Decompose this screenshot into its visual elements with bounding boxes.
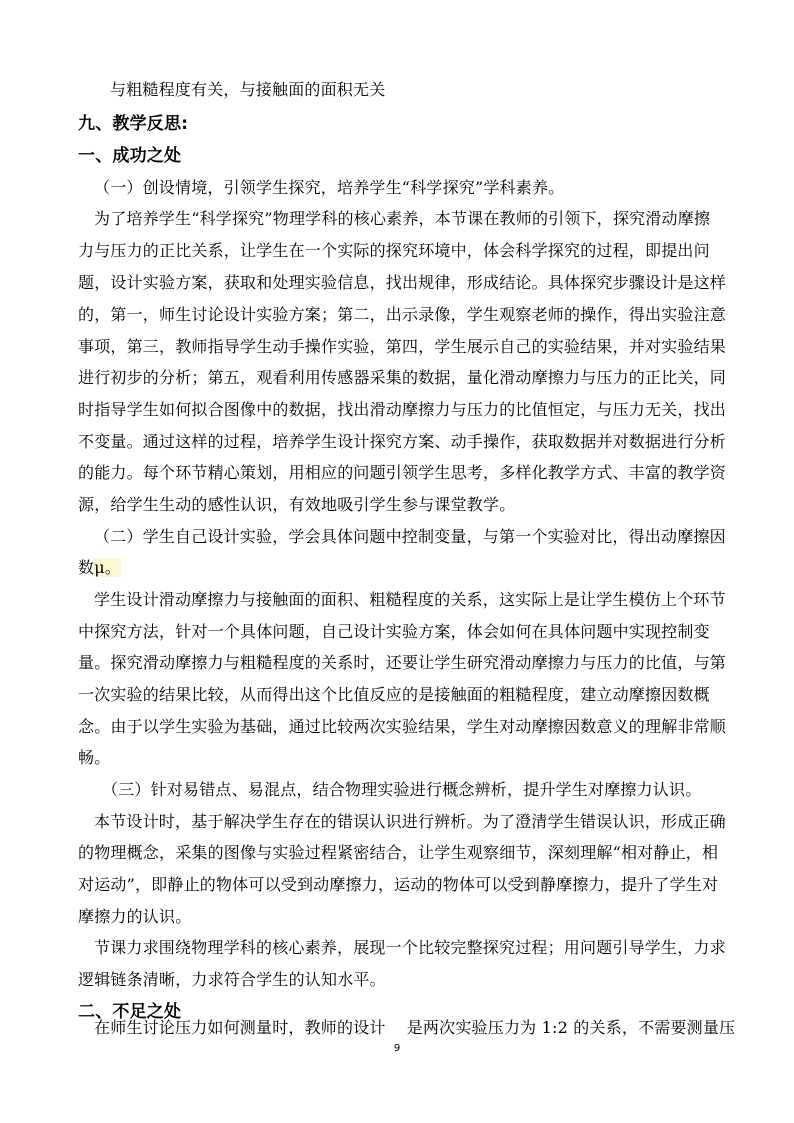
paragraph-line: 不变量。通过这样的过程，培养学生设计探究方案、动手操作，获取数据并对数据进行分析	[78, 432, 727, 451]
paragraph-line: 逻辑链条清晰，力求符合学生的认知水平。	[78, 970, 386, 989]
section-heading-shortcomings: 二、不足之处	[78, 1002, 182, 1022]
text-fragment: 数	[78, 558, 95, 577]
subheading-3: （三）针对易错点、易混点，结合物理实验进行概念辨析，提升学生对摩擦力认识。	[102, 780, 702, 799]
paragraph-line: 对运动”，即静止的物体可以受到动摩擦力，运动的物体可以受到静摩擦力，提升了学生对	[78, 875, 719, 894]
paragraph-line: 的能力。每个环节精心策划，用相应的问题引领学生思考，多样化教学方式、丰富的教学资	[78, 463, 727, 482]
paragraph-line: 进行初步的分析；第五，观看利用传感器采集的数据，量化滑动摩擦力与压力的正比关，同	[78, 368, 727, 387]
paragraph-line: 事项，第三，教师指导学生动手操作实验，第四，学生展示自己的实验结果，并对实验结果	[78, 337, 727, 356]
paragraph-line: 量。探究滑动摩擦力与粗糙程度的关系时，还要让学生研究滑动摩擦力与压力的比值，与第	[78, 653, 727, 672]
paragraph-line: 本节设计时，基于解决学生存在的错误认识进行辨析。为了澄清学生错误认识，形成正确	[94, 812, 726, 831]
paragraph-line: 畅。	[78, 748, 111, 767]
paragraph-line: 在师生讨论压力如何测量时，教师的设计 是两次实验压力为 1:2 的关系，不需要测量压	[94, 1018, 736, 1037]
paragraph-line: 力与压力的正比关系，让学生在一个实际的探究环境中，体会科学探究的过程，即提出问	[78, 241, 710, 260]
paragraph-line: 题，设计实验方案，获取和处理实验信息，找出规律，形成结论。具体探究步骤设计是这样	[78, 273, 727, 292]
paragraph-line: 一次实验的结果比较，从而得出这个比值反应的是接触面的粗糙程度，建立动摩擦因数概	[78, 685, 710, 704]
page-number: 9	[393, 1043, 401, 1054]
paragraph-line: 念。由于以学生实验为基础，通过比较两次实验结果，学生对动摩擦因数意义的理解非常顺	[78, 717, 727, 736]
section-heading-successes: 一、成功之处	[78, 146, 182, 166]
paragraph-line: 源，给学生生动的感性认识，有效地吸引学生参与课堂教学。	[78, 495, 516, 514]
subheading-2: （二）学生自己设计实验，学会具体问题中控制变量，与第一个实验对比，得出动摩擦因	[94, 527, 726, 546]
subheading-1: （一）创设情境，引领学生探究，培养学生“科学探究”学科素养。	[94, 178, 565, 197]
paragraph-line: 的物理概念，采集的图像与实验过程紧密结合，让学生观察细节，深刻理解“相对静止，相	[78, 843, 719, 862]
paragraph-line: 节课力求围绕物理学科的核心素养，展现一个比较完整探究过程；用问题引导学生，力求	[94, 938, 726, 957]
section-heading-reflection: 九、教学反思:	[78, 114, 189, 134]
paragraph-line: 时指导学生如何拟合图像中的数据，找出滑动摩擦力与压力的比值恒定，与压力无关，找出	[78, 400, 727, 419]
paragraph-line: 学生设计滑动摩擦力与接触面的面积、粗糙程度的关系，这实际上是让学生模仿上个环节	[94, 590, 726, 609]
paragraph-line: 的，第一，师生讨论设计实验方案；第二，出示录像，学生观察老师的操作，得出实验注意	[78, 305, 727, 324]
text-line: 与粗糙程度有关，与接触面的面积无关	[110, 80, 386, 99]
subheading-2-continued	[78, 552, 728, 584]
highlighted-symbol: μ。	[94, 558, 122, 577]
paragraph-line: 中探究方法，针对一个具体问题，自己设计实验方案，体会如何在具体问题中实现控制变	[78, 622, 710, 641]
paragraph-line: 为了培养学生“科学探究”物理学科的核心素养，本节课在教师的引领下，探究滑动摩擦	[94, 209, 711, 228]
paragraph-line: 摩擦力的认识。	[78, 907, 192, 926]
